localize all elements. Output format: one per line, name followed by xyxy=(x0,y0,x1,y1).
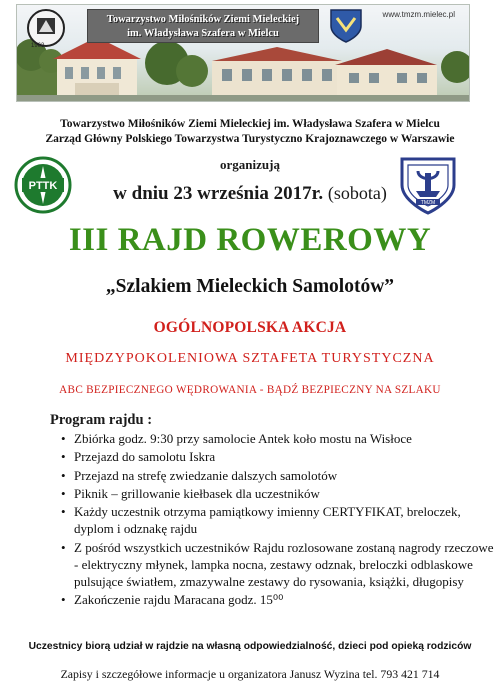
organizer-line-1: Towarzystwo Miłośników Ziemi Mieleckiej im. Władysława Szafera w Mielcu xyxy=(60,118,440,130)
contact-info: Zapisy i szczegółowe informacje u organizatora Janusz Wyzina tel. 793 421 714 xyxy=(60,667,440,681)
program-item: • Każdy uczestnik otrzyma pamiątkowy imienny CERTYFIKAT, breloczek, dyplom i odznakę rajdu xyxy=(74,503,494,537)
coat-of-arms-icon xyxy=(329,8,363,44)
banner-year-label: 1963 xyxy=(31,43,45,49)
highlight-line-1: OGÓLNOPOLSKA AKCJA xyxy=(153,319,347,336)
program-item: • Zbiórka godz. 9:30 przy samolocie Antek koło mostu na Wisłoce xyxy=(74,430,494,447)
event-day: (sobota) xyxy=(327,183,387,203)
organizer-line-2: Zarząd Główny Polskiego Towarzystwa Turystyczno Krajoznawczego w Warszawie xyxy=(45,133,455,145)
program-item: • Przejazd na strefę zwiedzanie dalszych samolotów xyxy=(74,467,494,484)
banner-title-line-2: im. Władysława Szafera w Mielcu xyxy=(127,28,279,39)
participation-note: Uczestnicy biorą udział w rajdzie na własną odpowiedzialność, dzieci pod opieką rodziców xyxy=(28,641,472,652)
header-banner xyxy=(16,4,470,102)
subtitle: „Szlakiem Mieleckich Samolotów” xyxy=(105,276,395,297)
town-hall-photo xyxy=(17,37,469,101)
program-item: • Przejazd do samolotu Iskra xyxy=(74,448,494,465)
banner-title-line-1: Towarzystwo Miłośników Ziemi Mieleckiej xyxy=(106,14,300,25)
pttk-logo-text: PTTK xyxy=(28,180,58,192)
organizuja-label: organizują xyxy=(220,157,280,172)
tmzm-emblem-icon xyxy=(25,8,67,48)
program-list xyxy=(74,430,494,610)
highlight-line-3: ABC BEZPIECZNEGO WĘDROWANIA - BĄDŹ BEZPIECZNY NA SZLAKU xyxy=(59,384,441,396)
main-title: III RAJD ROWEROWY xyxy=(68,222,432,258)
event-date-text: w dniu 23 września 2017r. xyxy=(113,183,324,204)
program-heading: Program rajdu : xyxy=(50,412,153,428)
banner-title xyxy=(87,9,319,43)
highlight-line-2: MIĘDZYPOKOLENIOWA SZTAFETA TURYSTYCZNA xyxy=(65,351,435,366)
program-item: • Piknik – grillowanie kiełbasek dla uczestników xyxy=(74,485,494,502)
banner-url: www.tmzm.mielec.pl xyxy=(382,10,455,19)
program-item: • Zakończenie rajdu Maracana godz. 15⁰⁰ xyxy=(74,591,494,608)
program-item: • Z pośród wszystkich uczestników Rajdu rozlosowane zostaną nagrody rzeczowe - elektryczny młynek, lampka nocna, zestawy odznak, breloczki odblaskowe pulsujące światłem, zmazywalne zestawy do rysowania, książki, długopisy xyxy=(74,539,494,591)
tmzm-logo-text: TMZM xyxy=(420,200,436,206)
tmzm-shield-logo-icon xyxy=(398,155,458,217)
